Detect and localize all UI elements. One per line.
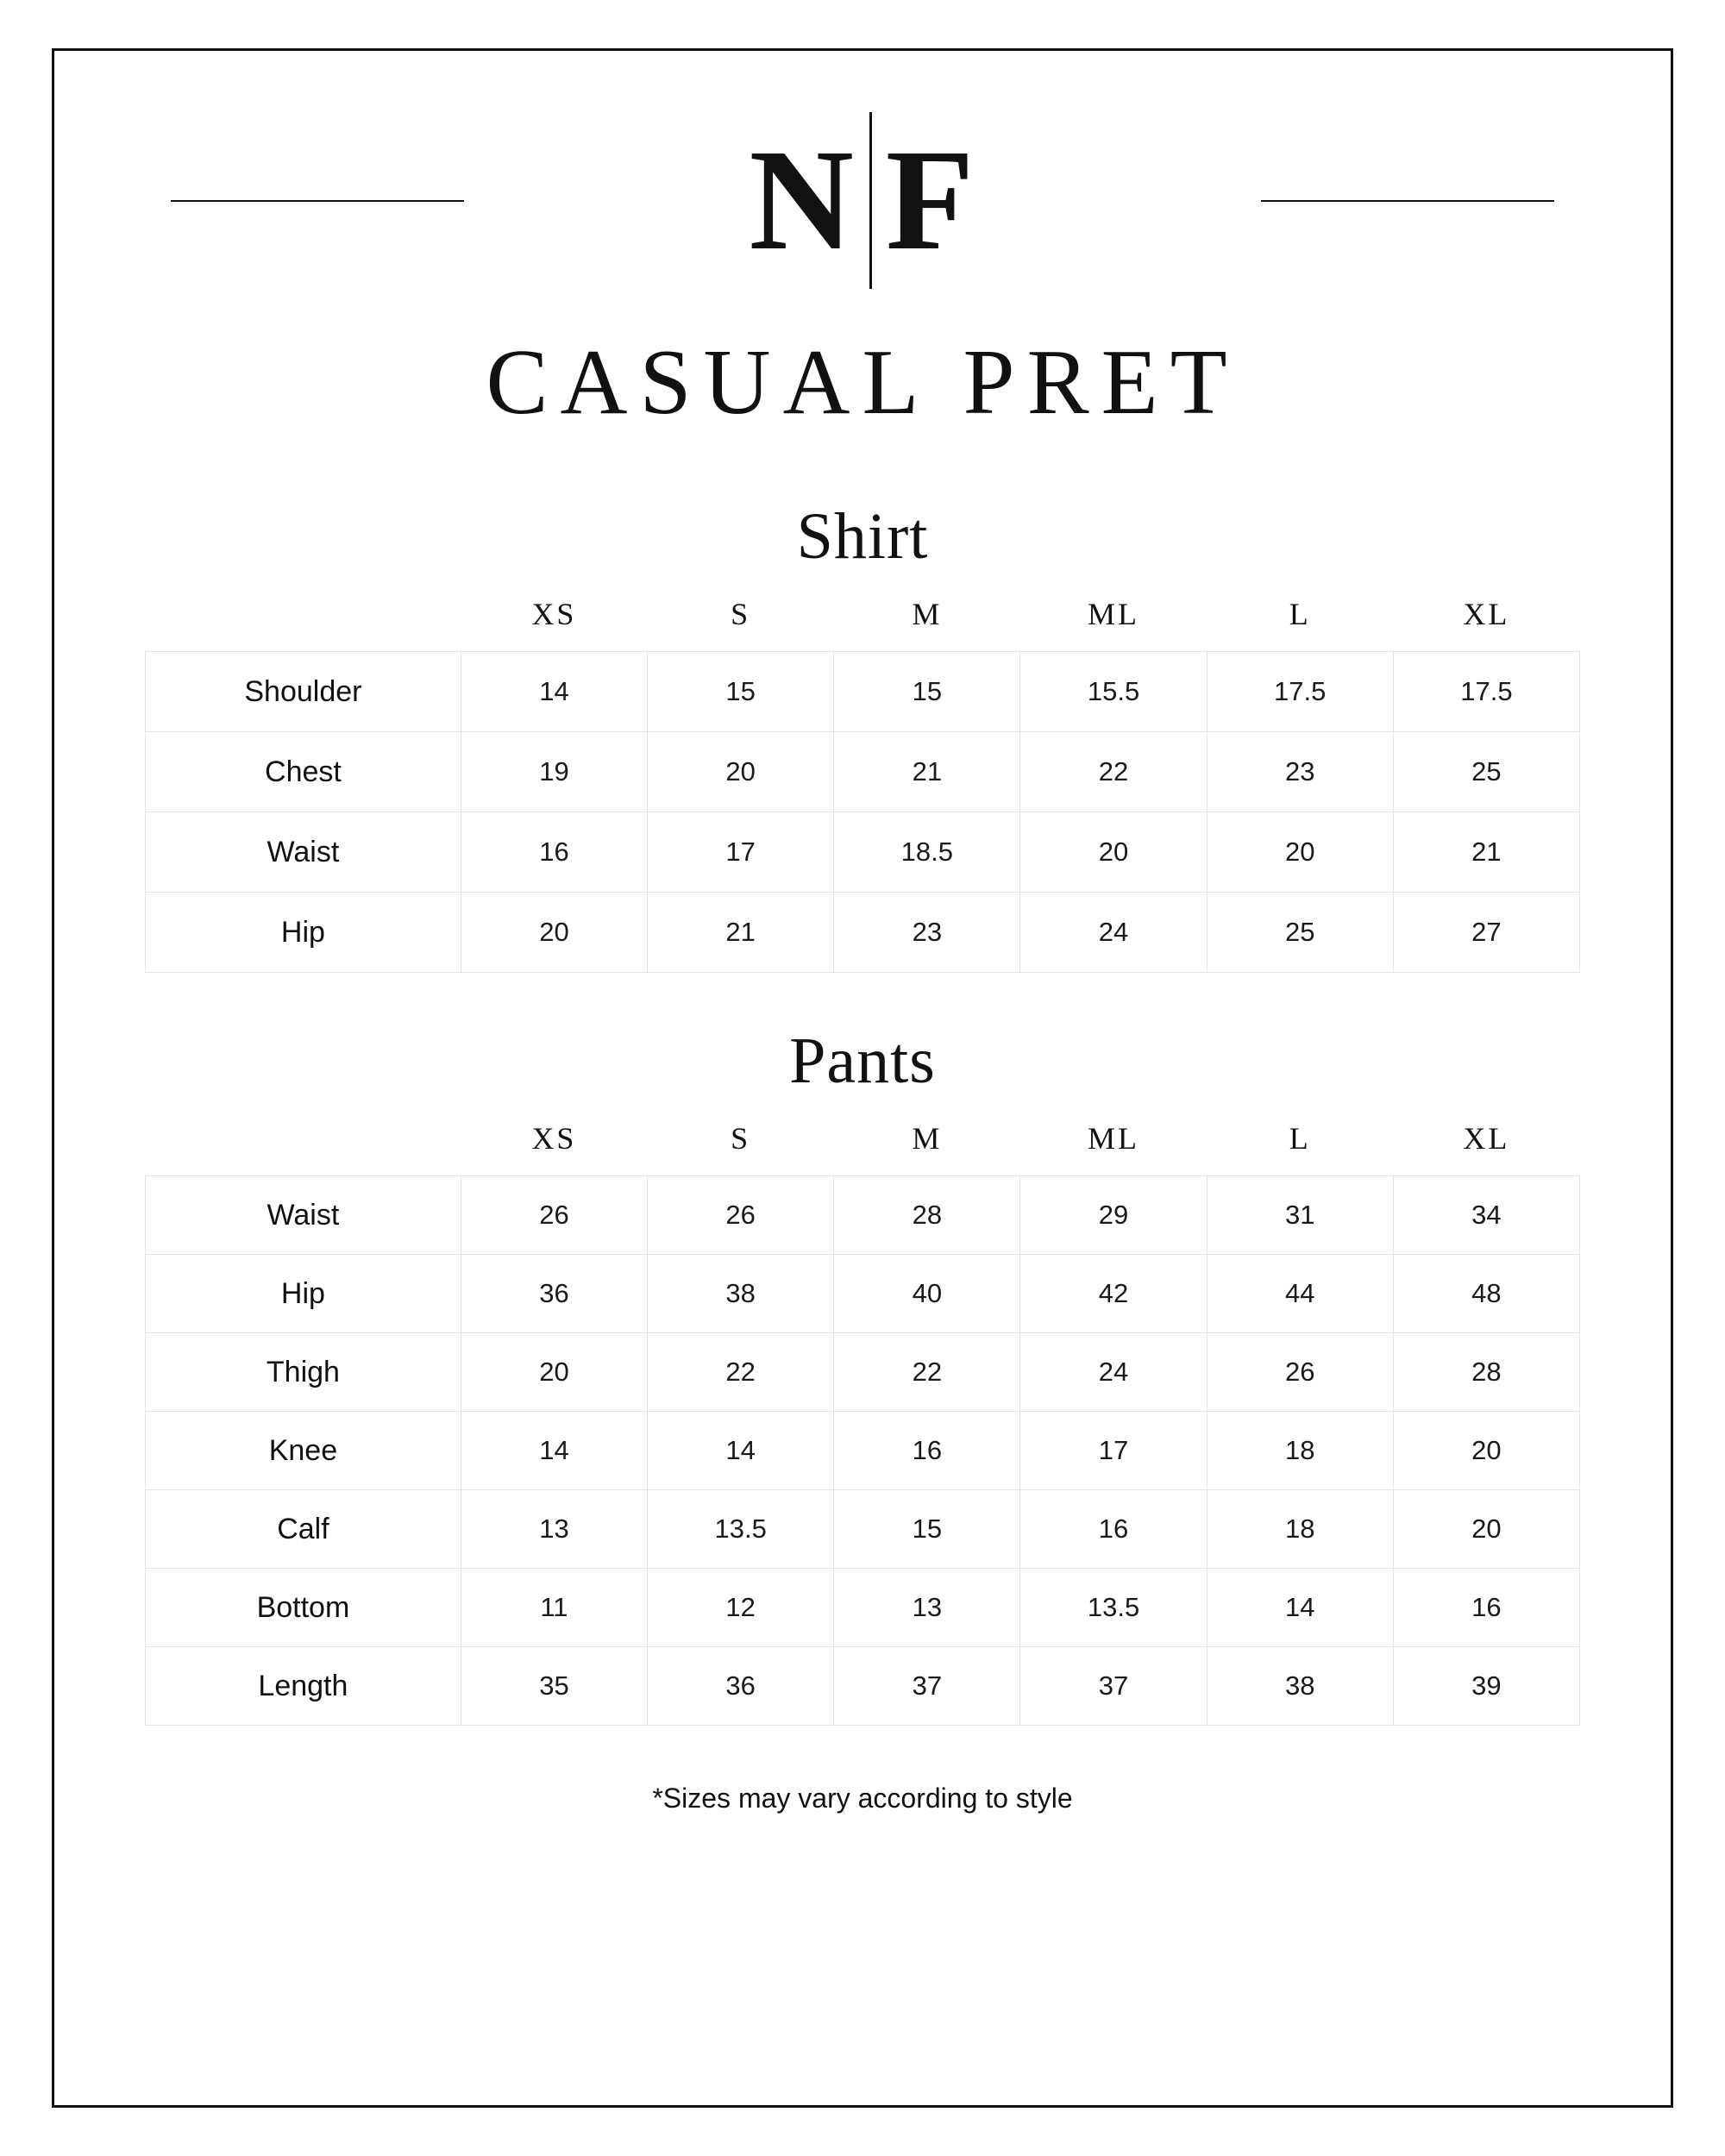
table-row: [146, 1412, 1580, 1490]
table-header-row: [146, 1119, 1580, 1176]
pants-calf-ml: 16: [1020, 1490, 1207, 1569]
shirt-hip-s: 21: [648, 893, 834, 973]
pants-hip-xs: 36: [461, 1255, 647, 1333]
pants-calf-s: 13.5: [648, 1490, 834, 1569]
pants-length-ml: 37: [1020, 1647, 1207, 1726]
shirt-hip-m: 23: [834, 893, 1020, 973]
pants-bottom-l: 14: [1207, 1569, 1393, 1647]
pants-row-label-thigh: Thigh: [146, 1333, 461, 1412]
pants-hip-l: 44: [1207, 1255, 1393, 1333]
pants-header-corner: [146, 1119, 461, 1176]
pants-hip-s: 38: [648, 1255, 834, 1333]
logo-monogram: [727, 112, 999, 289]
shirt-hip-l: 25: [1207, 893, 1393, 973]
shirt-waist-xs: 16: [461, 812, 647, 893]
pants-table-wrap: [145, 1119, 1580, 1726]
brand-logo: [145, 118, 1580, 282]
pants-bottom-s: 12: [648, 1569, 834, 1647]
table-row: [146, 1569, 1580, 1647]
pants-bottom-m: 13: [834, 1569, 1020, 1647]
pants-waist-m: 28: [834, 1176, 1020, 1255]
shirt-shoulder-l: 17.5: [1207, 652, 1393, 732]
shirt-chest-ml: 22: [1020, 732, 1207, 812]
shirt-shoulder-ml: 15.5: [1020, 652, 1207, 732]
pants-calf-xl: 20: [1393, 1490, 1579, 1569]
shirt-waist-l: 20: [1207, 812, 1393, 893]
pants-knee-xs: 14: [461, 1412, 647, 1490]
shirt-waist-m: 18.5: [834, 812, 1020, 893]
pants-knee-ml: 17: [1020, 1412, 1207, 1490]
pants-thigh-l: 26: [1207, 1333, 1393, 1412]
pants-calf-l: 18: [1207, 1490, 1393, 1569]
pants-knee-m: 16: [834, 1412, 1020, 1490]
pants-waist-xl: 34: [1393, 1176, 1579, 1255]
table-row: [146, 812, 1580, 893]
shirt-waist-ml: 20: [1020, 812, 1207, 893]
shirt-row-label-waist: Waist: [146, 812, 461, 893]
logo-divider: [869, 112, 872, 289]
pants-header-xl: XL: [1463, 1121, 1510, 1156]
shirt-header-xl: XL: [1463, 597, 1510, 632]
pants-bottom-xs: 11: [461, 1569, 647, 1647]
shirt-header-xs: XS: [531, 597, 577, 632]
pants-length-xs: 35: [461, 1647, 647, 1726]
pants-knee-xl: 20: [1393, 1412, 1579, 1490]
pants-row-label-knee: Knee: [146, 1412, 461, 1490]
shirt-header-l: L: [1289, 597, 1311, 632]
table-row: [146, 1176, 1580, 1255]
table-row: [146, 1647, 1580, 1726]
table-row: [146, 1255, 1580, 1333]
pants-knee-s: 14: [648, 1412, 834, 1490]
pants-hip-ml: 42: [1020, 1255, 1207, 1333]
shirt-shoulder-xs: 14: [461, 652, 647, 732]
pants-header-s: S: [731, 1121, 751, 1156]
pants-length-l: 38: [1207, 1647, 1393, 1726]
shirt-chest-xs: 19: [461, 732, 647, 812]
shirt-header-m: M: [912, 597, 943, 632]
shirt-waist-xl: 21: [1393, 812, 1579, 893]
shirt-chest-xl: 25: [1393, 732, 1579, 812]
shirt-hip-xl: 27: [1393, 893, 1579, 973]
pants-bottom-ml: 13.5: [1020, 1569, 1207, 1647]
pants-thigh-xs: 20: [461, 1333, 647, 1412]
pants-waist-ml: 29: [1020, 1176, 1207, 1255]
shirt-header-s: S: [731, 597, 751, 632]
logo-rule-right: [1261, 200, 1554, 202]
pants-calf-xs: 13: [461, 1490, 647, 1569]
shirt-size-table: [145, 595, 1580, 973]
pants-hip-m: 40: [834, 1255, 1020, 1333]
pants-waist-l: 31: [1207, 1176, 1393, 1255]
pants-knee-l: 18: [1207, 1412, 1393, 1490]
pants-row-label-length: Length: [146, 1647, 461, 1726]
shirt-chest-s: 20: [648, 732, 834, 812]
pants-thigh-ml: 24: [1020, 1333, 1207, 1412]
pants-section-title: Pants: [789, 1025, 936, 1098]
pants-header-l: L: [1289, 1121, 1311, 1156]
shirt-shoulder-m: 15: [834, 652, 1020, 732]
shirt-hip-ml: 24: [1020, 893, 1207, 973]
pants-header-m: M: [912, 1121, 943, 1156]
logo-letter-n: N: [749, 120, 856, 280]
shirt-row-label-shoulder: Shoulder: [146, 652, 461, 732]
shirt-hip-xs: 20: [461, 893, 647, 973]
size-disclaimer: *Sizes may vary according to style: [652, 1783, 1073, 1814]
table-row: [146, 893, 1580, 973]
pants-calf-m: 15: [834, 1490, 1020, 1569]
table-row: [146, 732, 1580, 812]
shirt-header-ml: ML: [1088, 597, 1140, 632]
shirt-row-label-chest: Chest: [146, 732, 461, 812]
shirt-shoulder-xl: 17.5: [1393, 652, 1579, 732]
shirt-header-corner: [146, 595, 461, 652]
shirt-chest-l: 23: [1207, 732, 1393, 812]
pants-header-ml: ML: [1088, 1121, 1140, 1156]
logo-rule-left: [171, 200, 464, 202]
table-row: [146, 1490, 1580, 1569]
page-title: CASUAL PRET: [486, 331, 1239, 434]
pants-size-table: [145, 1119, 1580, 1726]
pants-thigh-s: 22: [648, 1333, 834, 1412]
shirt-waist-s: 17: [648, 812, 834, 893]
pants-length-m: 37: [834, 1647, 1020, 1726]
table-row: [146, 1333, 1580, 1412]
pants-row-label-calf: Calf: [146, 1490, 461, 1569]
page-border-frame: [52, 48, 1673, 2108]
logo-letter-f: F: [885, 120, 976, 280]
pants-length-xl: 39: [1393, 1647, 1579, 1726]
pants-waist-xs: 26: [461, 1176, 647, 1255]
shirt-row-label-hip: Hip: [146, 893, 461, 973]
pants-row-label-bottom: Bottom: [146, 1569, 461, 1647]
pants-row-label-hip: Hip: [146, 1255, 461, 1333]
pants-thigh-m: 22: [834, 1333, 1020, 1412]
pants-waist-s: 26: [648, 1176, 834, 1255]
pants-header-xs: XS: [531, 1121, 577, 1156]
shirt-section-title: Shirt: [796, 500, 929, 573]
pants-row-label-waist: Waist: [146, 1176, 461, 1255]
pants-length-s: 36: [648, 1647, 834, 1726]
shirt-shoulder-s: 15: [648, 652, 834, 732]
pants-thigh-xl: 28: [1393, 1333, 1579, 1412]
table-header-row: [146, 595, 1580, 652]
shirt-table-wrap: [145, 595, 1580, 973]
table-row: [146, 652, 1580, 732]
shirt-chest-m: 21: [834, 732, 1020, 812]
pants-hip-xl: 48: [1393, 1255, 1579, 1333]
pants-bottom-xl: 16: [1393, 1569, 1579, 1647]
